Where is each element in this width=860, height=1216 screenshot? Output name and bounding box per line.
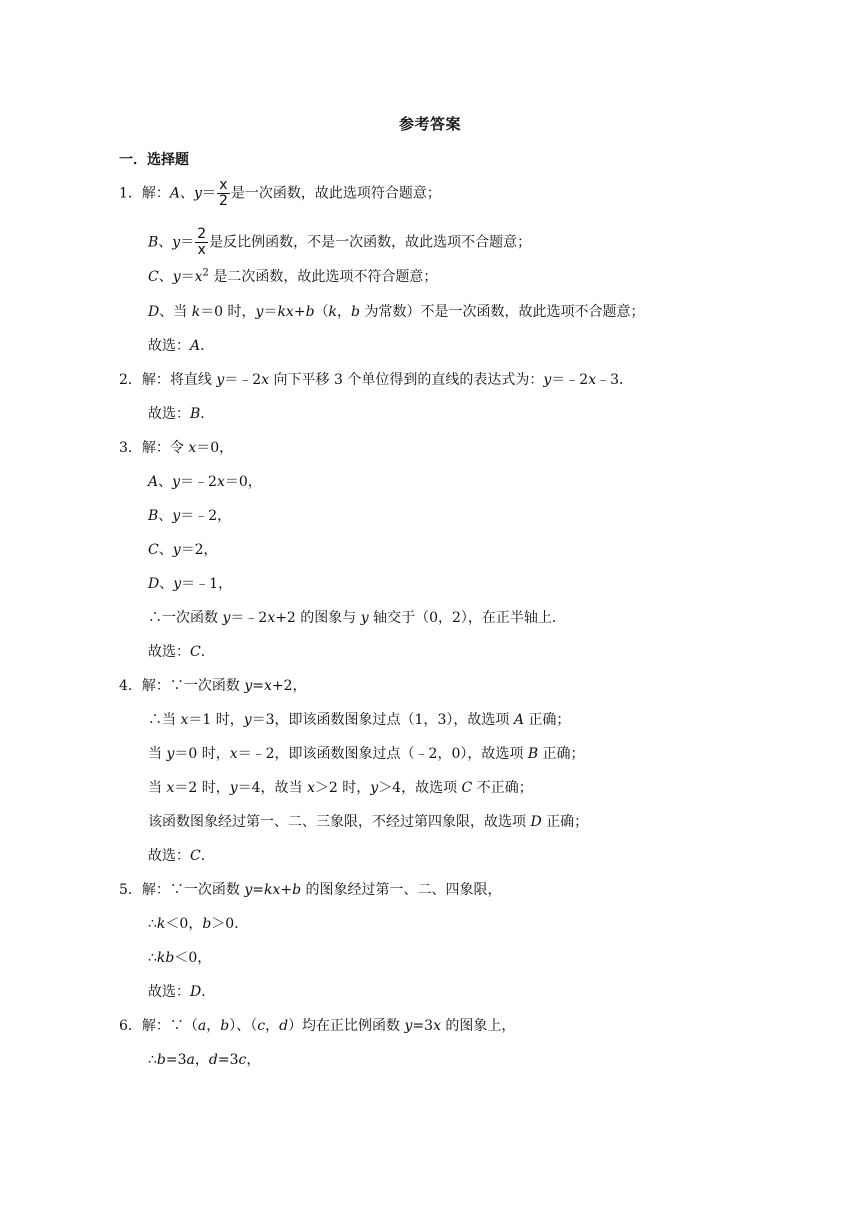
page-title: 参考答案 [398,115,461,133]
answer-line: 当 x＝2 时，y＝4，故当 x＞2 时，y＞4，故选项 C 不正确； [148,780,533,796]
answer-line: 该函数图象经过第一、二、三象限，不经过第四象限，故选项 D 正确； [148,814,589,830]
answer-line: 1．解：A、y＝ $\frac{x}{2}$ 是一次函数，故此选项符合题意； [119,177,441,209]
answer-line: B、y＝ $\frac{2}{x}$ 是反比例函数，不是一次函数，故此选项不合题意； [148,226,532,258]
answer-line: 故选：B． [148,406,215,422]
fraction: $\frac{x}{2}$ [218,177,228,209]
answer-line: 5．解：∵一次函数 y=kx+b 的图象经过第一、二、四象限， [119,882,502,898]
answer-line: D、当 k＝0 时，y＝kx+b（k，b 为常数）不是一次函数，故此选项不合题意； [148,304,645,320]
fraction: $\frac{2}{x}$ [197,226,207,258]
answer-line: A、y＝﹣2x＝0， [148,474,262,490]
answer-line: ∴kb＜0， [148,950,212,966]
answer-line: ∴当 x＝1 时，y＝3，即该函数图象过点（1，3），故选项 A 正确； [148,712,571,728]
answer-line: 6．解：∵（a，b）、（c，d）均在正比例函数 y=3x 的图象上， [119,1018,516,1034]
answer-line: 故选：C． [148,644,215,660]
answer-line: ∴一次函数 y＝﹣2x+2 的图象与 y 轴交于（0，2），在正半轴上． [148,610,566,626]
answer-line: C、y＝2， [148,542,218,558]
answer-line: B、y＝﹣2， [148,508,232,524]
answer-line: 故选：A． [148,338,215,354]
answer-line: 故选：D． [148,984,216,1000]
answer-line: 2．解：将直线 y＝﹣2x 向下平移 3 个单位得到的直线的表达式为：y＝﹣2x﹣3． [119,372,634,388]
answer-line: C、$y=x^2$ 是二次函数，故此选项不符合题意； [148,267,438,285]
answer-line: ∴k＜0，b＞0． [148,916,249,932]
answer-line: 当 y＝0 时，x＝﹣2，即该函数图象过点（﹣2，0），故选项 B 正确； [148,746,585,762]
section-heading: 一．选择题 [119,152,189,168]
answer-line: ∴b=3a，d=3c， [148,1052,261,1068]
answer-line: 4．解：∵一次函数 y=x+2， [119,678,307,694]
answer-line: 故选：C． [148,848,215,864]
answer-line: D、y＝﹣1， [148,576,233,592]
answer-line: 3．解：令 x＝0， [119,440,234,456]
